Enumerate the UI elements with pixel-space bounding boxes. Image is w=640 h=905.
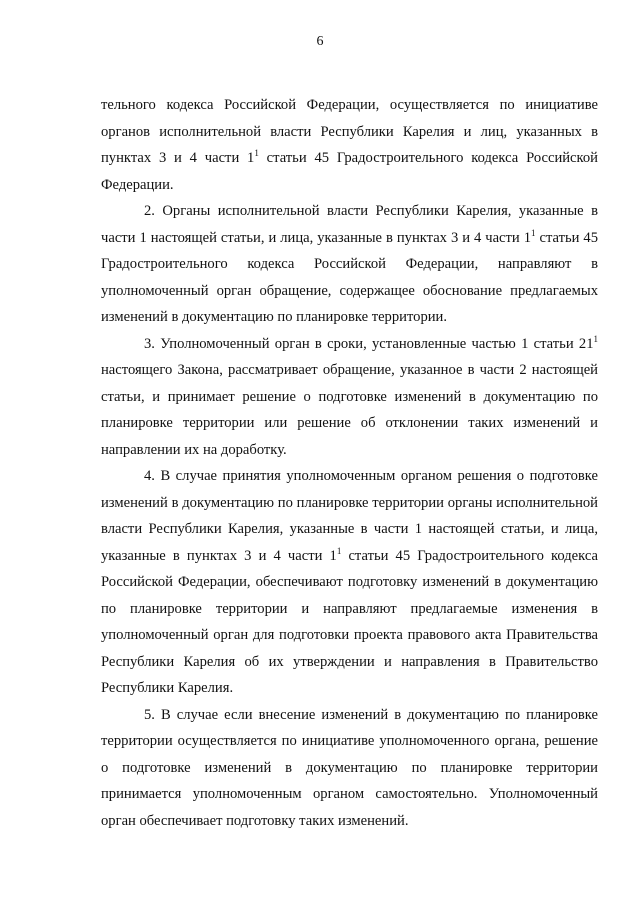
superscript: 1 bbox=[336, 545, 342, 556]
paragraph-text: статьи 45 Градостроительного кодекса Российской Федерации. bbox=[101, 150, 598, 193]
paragraph-text: 4. В случае принятия уполномоченным органом решения о подготовке изменений в документацию по планировке территории органы исполнительной власти Республики Карелия, указанные в части 1 настоящей статьи, и лица, указанные в пунктах 3 и 4 части 1 bbox=[101, 468, 598, 564]
paragraph-text: 2. Органы исполнительной власти Республики Карелия, указанные в части 1 настоящей статьи, и лица, указанные в пунктах 3 и 4 части 1 bbox=[101, 203, 598, 246]
paragraph-2 bbox=[101, 198, 598, 331]
paragraph-3 bbox=[101, 331, 598, 464]
superscript: 1 bbox=[254, 148, 259, 158]
superscript: 1 bbox=[531, 227, 536, 238]
paragraph-text: настоящего Закона, рассматривает обращение, указанное в части 2 настоящей статьи, и принимает решение о подготовке изменений в документацию по планировке территории или решение об отклонении таких изменений и направлении их на доработку. bbox=[101, 362, 598, 458]
paragraph-text: 5. В случае если внесение изменений в документацию по планировке территории осуществляется по инициативе уполномоченного органа, решение о подготовке изменений в документацию по планировке территории принимается уполномоченным органом самостоятельно. Уполномоченный орган обеспечивает подготовку таких изменений. bbox=[101, 706, 598, 829]
paragraph-4 bbox=[101, 463, 598, 702]
paragraph-text: статьи 45 Градостроительного кодекса Российской Федерации, направляют в уполномоченный орган обращение, содержащее обоснование предлагаемых изменений в документацию по планировке территории. bbox=[101, 229, 598, 325]
page-number: 6 bbox=[316, 34, 324, 49]
paragraph-text: 3. Уполномоченный орган в сроки, установленные частью 1 статьи 21 bbox=[144, 335, 594, 352]
paragraph-continuation bbox=[101, 92, 598, 198]
paragraph-text: тельного кодекса Российской Федерации, осуществляется по инициативе органов исполнительной власти Республики Карелия и лиц, указанных в пунктах 3 и 4 части 1 bbox=[101, 97, 598, 166]
paragraph-5 bbox=[101, 702, 598, 835]
superscript: 1 bbox=[593, 333, 598, 344]
document-body bbox=[101, 92, 598, 834]
paragraph-text: статьи 45 Градостроительного кодекса Российской Федерации, обеспечивают подготовку изменений в документацию по планировке территории и направляют предлагаемые изменения в уполномоченный орган для подготовки проекта правового акта Правительства Республики Карелия об их утверждении и направления в Правительство Республики Карелия. bbox=[101, 547, 598, 696]
